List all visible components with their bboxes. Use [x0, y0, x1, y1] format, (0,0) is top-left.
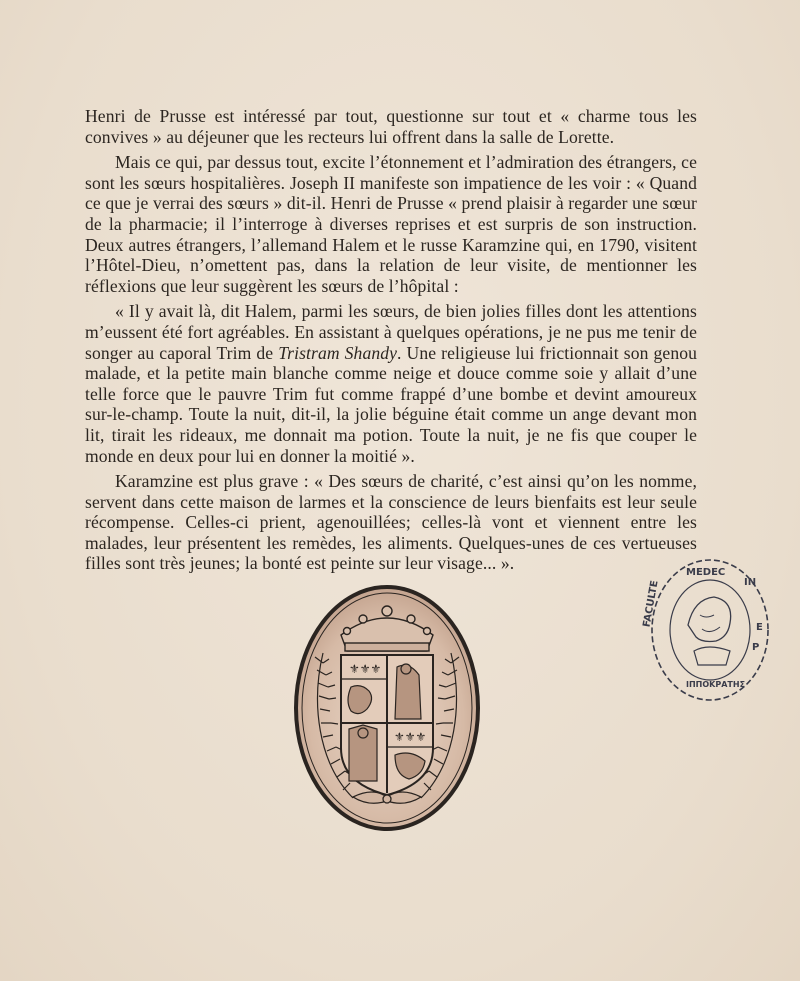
svg-text:IN: IN	[744, 577, 757, 588]
body-text	[85, 106, 697, 574]
svg-text:⚜⚜⚜: ⚜⚜⚜	[394, 730, 427, 744]
book-title: Tristram Shandy	[278, 342, 398, 363]
quote-paragraph	[85, 301, 697, 466]
quote-text-end: . Une religieuse lui frictionnait son genou malade, et la petite main blanche comme neige et douce comme soie y allait d’une telle force que le pauvre Trim fut comme frappé d’une bombe et devint amoureux sur-le-champ. Toute la nuit, dit-il, la jolie béguine était comme un ange devant mon lit, tirait les rideaux, me donnait ma potion. Toute la nuit, je ne fis que couper le monde en deux pour lui en donner la moitié ».	[85, 342, 698, 466]
svg-text:P: P	[752, 642, 760, 653]
svg-text:MEDEC: MEDEC	[686, 567, 726, 578]
svg-text:FACULTE: FACULTE	[641, 579, 661, 629]
paragraph-1: Henri de Prusse est intéressé par tout, questionne sur tout et « charme tous les convives » au déjeuner que les recteurs lui offrent dans la salle de Lorette.	[85, 106, 697, 147]
coat-of-arms-emblem	[293, 583, 481, 833]
quote-text-start: « Il y avait là, dit Halem, parmi les sœurs, de bien jolies filles dont les attentions m’eussent été fort agréables. En assistant à quelques opérations, je ne pus me tenir de songer au caporal Trim de	[85, 301, 697, 363]
library-stamp	[641, 555, 772, 705]
paragraph-2: Mais ce qui, par dessus tout, excite l’étonnement et l’admiration des étrangers, ce sont les sœurs hospitalières. Joseph II manifeste son impatience de les voir : « Quand ce que je verrai des sœurs » dit-il. Henri de Prusse « prend plaisir à regarder une sœur de la pharmacie; il l’interroge à diverses reprises et est surpris de son instruction. Deux autres étrangers, l’allemand Halem et le russe Karamzine qui, en 1790, visitent l’Hôtel-Dieu, n’omettent pas, dans la relation de leur visite, de mentionner les réflexions que leur suggèrent les sœurs de l’hôpital :	[85, 152, 697, 296]
svg-text:E: E	[756, 622, 763, 633]
closing-paragraph: Karamzine est plus grave : « Des sœurs de charité, c’est ainsi qu’on les nomme, servent dans cette maison de larmes et la conscience de leurs bienfaits est leur seule récompense. Celles-ci prient, agenouillées; celles-là vont et viennent entre les malades, leur présentent les remèdes, les aliments. Quelques-unes de ces vertueuses filles sont très jeunes; la bonté est peinte sur leur visage... ».	[85, 471, 697, 574]
svg-text:⚜⚜⚜: ⚜⚜⚜	[349, 662, 382, 676]
svg-text:ΙΠΠΟΚΡΑΤΗΣ: ΙΠΠΟΚΡΑΤΗΣ	[686, 680, 746, 689]
